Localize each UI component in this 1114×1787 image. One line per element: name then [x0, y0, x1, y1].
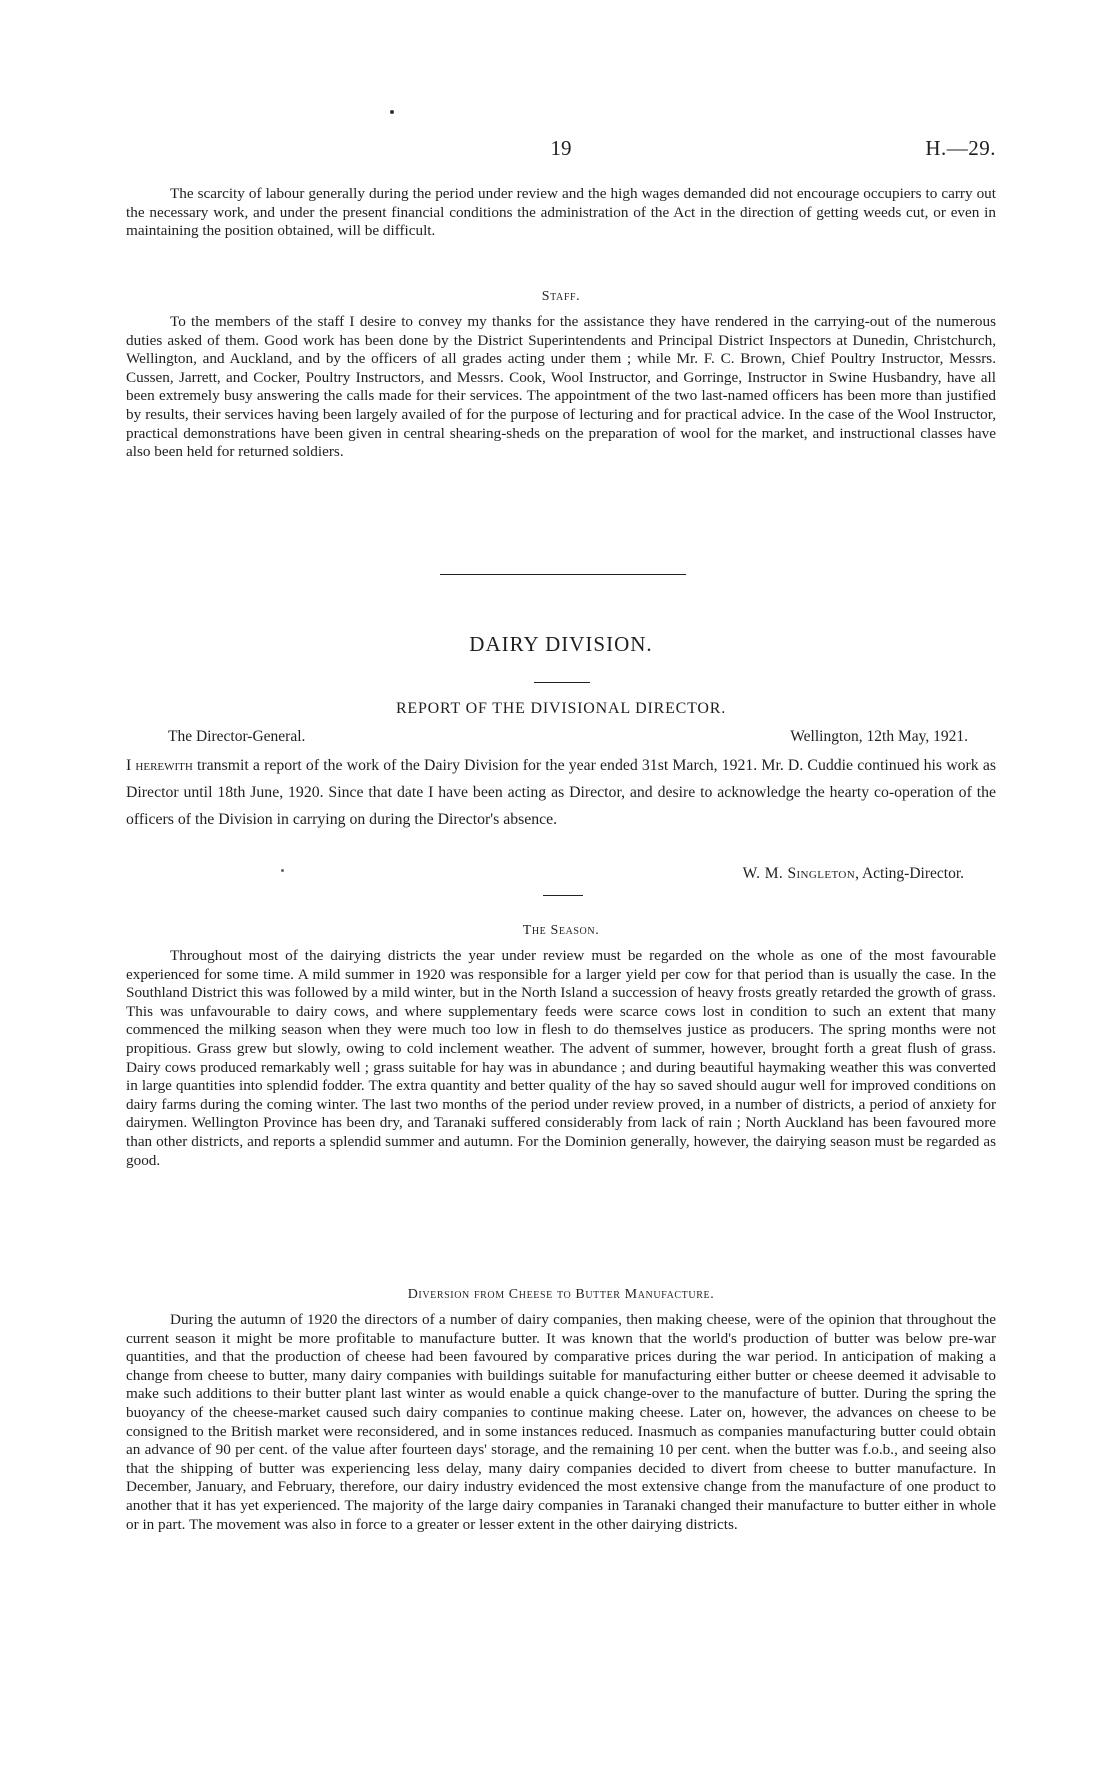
document-code: H.—29. [925, 136, 996, 160]
season-heading: The Season. [522, 923, 600, 938]
intro-section [126, 185, 996, 241]
addressee: The Director-General. [168, 728, 306, 745]
diversion-body [126, 1311, 996, 1534]
signature [743, 865, 964, 883]
season-body [126, 947, 996, 1170]
letter-text: transmit a report of the work of the Dairy Division for the year ended 31st March, 1921. Mr. D. Cuddie continued his work as Director until 18th June, 1920. Since that date I have been acting as Director, and desire to acknowledge the hearty co-operation of the officers of the Division in carrying on during the Director's absence. [126, 757, 996, 828]
section-divider [440, 574, 686, 575]
diversion-heading: Diversion from Cheese to Butter Manufacture. [407, 1287, 715, 1302]
report-title: REPORT OF THE DIVISIONAL DIRECTOR. [395, 700, 727, 717]
page-header [126, 136, 996, 166]
signature-rule [543, 895, 583, 896]
ink-mark [281, 869, 284, 872]
staff-section [126, 289, 996, 305]
season-section [126, 923, 996, 939]
ink-speck [390, 110, 394, 114]
intro-paragraph: The scarcity of labour generally during the period under review and the high wages demanded did not encourage occupiers to carry out the necessary work, and under the present financial conditions the administration of the Act in the direction of getting weeds cut, or even in maintaining the position obtained, will be difficult. [126, 185, 996, 240]
signature-title: , Acting-Director. [855, 865, 964, 882]
staff-paragraph: To the members of the staff I desire to convey my thanks for the assistance they have rendered in the carrying-out of the numerous duties asked of them. Good work has been done by the District Superintendents and Principal District Inspectors at Dunedin, Christchurch, Wellington, and Auckland, and by the officers of all grades acting under them ; while Mr. F. C. Brown, Chief Poultry Instructor, Messrs. Cussen, Jarrett, and Cocker, Poultry Instructors, and Messrs. Cook, Wool Instructor, and Gorringe, Instructor in Swine Husbandry, have all been extremely busy answering the calls made for their services. The appointment of the two last-named officers has been more than justified by results, their services having been largely availed of for the purpose of lecturing and for practical advice. In the case of the Wool Instructor, practical demonstrations have been given in central shearing-sheds on the preparation of wool for the market, and instructional classes have also been held for returned soldiers. [126, 313, 996, 461]
letter-body [126, 752, 996, 833]
diversion-section [126, 1287, 996, 1303]
page-number: 19 [550, 136, 572, 160]
staff-body [126, 313, 996, 462]
season-paragraph: Throughout most of the dairying districts the year under review must be regarded on the whole as one of the most favourable experienced for some time. A mild summer in 1920 was responsible for a larger yield per cow for that period than is usually the case. In the Southland District this was followed by a mild winter, but in the North Island a succession of heavy frosts greatly retarded the growth of grass. This was unfavourable to dairy cows, and where supplementary feeds were scarce cows lost in condition to such an extent that many commenced the milking season when they were much too low in flesh to do themselves justice as producers. The spring months were not propitious. Grass grew but slowly, owing to cold inclement weather. The advent of summer, however, brought forth a great flush of grass. Dairy cows produced remarkably well ; grass suitable for hay was in abundance ; and during beautiful haymaking weather this was converted in large quantities into splendid fodder. The extra quantity and better quality of the hay so saved should augur well for improved conditions on dairy farms during the coming winter. The last two months of the period under review proved, in a number of districts, a period of anxiety for dairymen. Wellington Province has been dry, and Taranaki suffered considerably from lack of rain ; North Auckland has been favoured more than other districts, and reports a splendid summer and autumn. For the Dominion generally, however, the dairying season must be regarded as good. [126, 947, 996, 1169]
letter-paragraph [126, 752, 996, 833]
division-title: DAIRY DIVISION. [469, 632, 653, 656]
title-rule [534, 682, 590, 683]
signature-name: W. M. Singleton [742, 865, 856, 882]
diversion-paragraph: During the autumn of 1920 the directors of a number of dairy companies, then making cheese, were of the opinion that throughout the current season it might be more profitable to manufacture butter. It was known that the world's production of butter was below pre-war quantities, and that the production of cheese had been favoured by comparative prices during the war period. In anticipation of making a change from cheese to butter, many dairy companies with buildings suitable for manufacturing either butter or cheese deemed it advisable to make such additions to their butter plant last winter as would enable a quick change-over to the manufacture of butter. During the spring the buoyancy of the cheese-market caused such dairy companies to continue making cheese. Later on, however, the advances on cheese to be consigned to the British market were reconsidered, and in some instances reduced. Inasmuch as companies manufacturing butter could obtain an advance of 90 per cent. of the value after fourteen days' storage, and the remaining 10 per cent. when the butter was f.o.b., and seeing also that the shipping of butter was experiencing less delay, many dairy companies decided to divert from cheese to butter manufacture. In December, January, and February, therefore, our dairy industry evidenced the most extensive change from the manufacture of one product to another that it has yet experienced. The majority of the large dairy companies in Taranaki changed their manufacture to butter either in whole or in part. The movement was also in force to a greater or lesser extent in the other dairying districts. [126, 1311, 996, 1533]
letter-lead: I herewith [126, 757, 193, 774]
staff-heading: Staff. [541, 289, 581, 304]
place-date: Wellington, 12th May, 1921. [790, 728, 968, 745]
